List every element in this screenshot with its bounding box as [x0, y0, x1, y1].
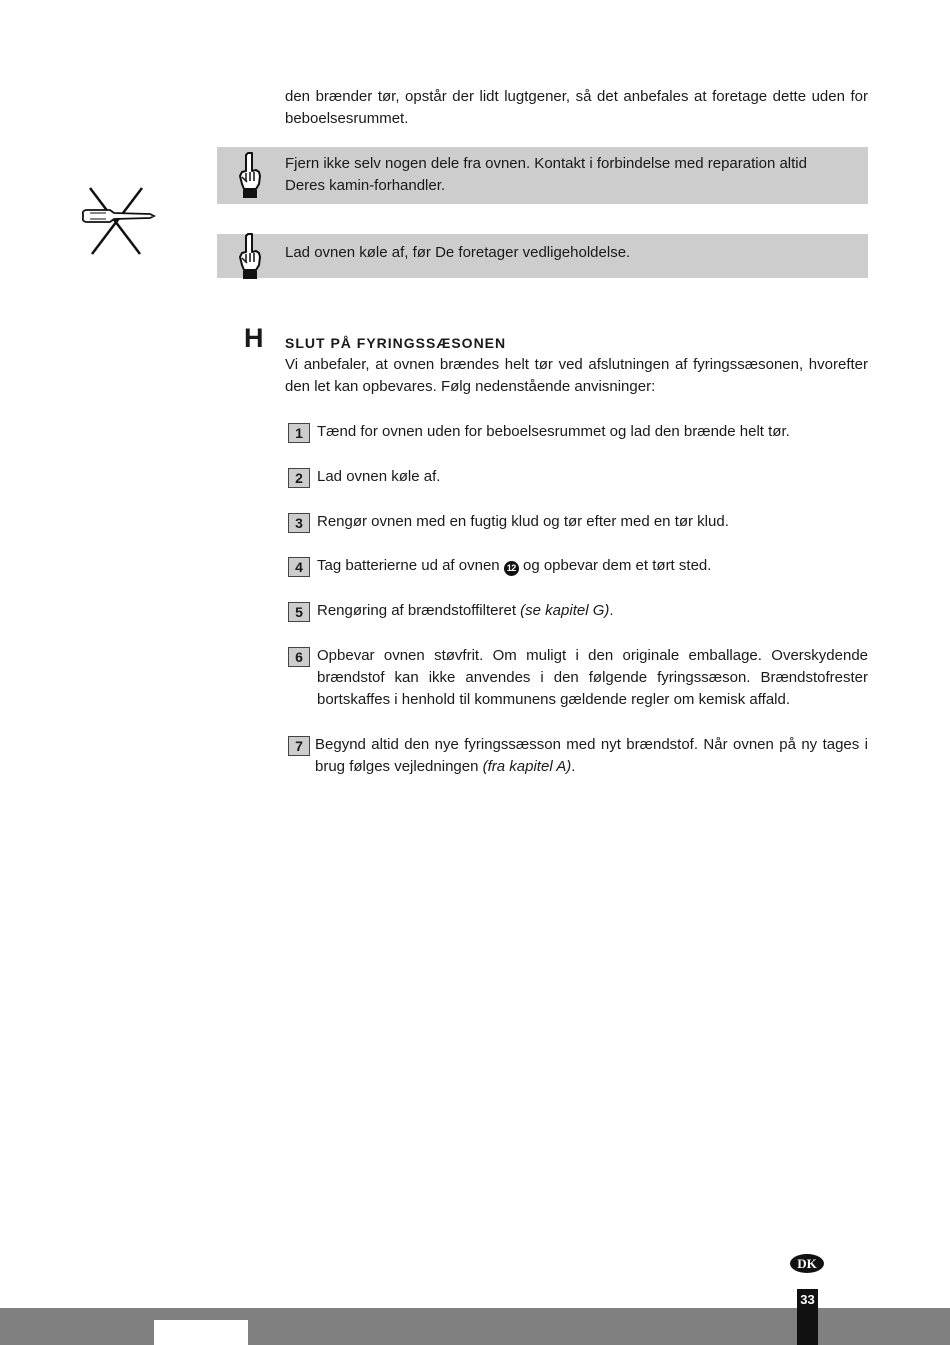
component-reference-badge: 12	[504, 561, 519, 576]
pointing-hand-icon	[235, 232, 265, 280]
page-number: 33	[797, 1289, 818, 1345]
step-text: Opbevar ovnen støvfrit. Om muligt i den originale emballage. Overskydende brændstof kan ikke anvendes i den følgende fyringssæson. Brændstofrester bortskaffes i henhold til kommunens gældende regler om kemisk affald.	[317, 647, 868, 708]
step-text: Rengør ovnen med en fugtig klud og tør efter med en tør klud.	[317, 513, 729, 530]
step-item	[288, 511, 868, 533]
chapter-reference: (fra kapitel A)	[482, 758, 572, 775]
note-text: Lad ovnen køle af, før De foretager vedligeholdelse.	[285, 244, 631, 261]
step-number: 2	[288, 468, 310, 488]
step-item	[288, 600, 868, 622]
step-text-suffix: .	[609, 602, 614, 619]
step-number: 5	[288, 602, 310, 622]
section-intro: Vi anbefaler, at ovnen brændes helt tør ved afslutningen af fyringssæsonen, hvorefter den let kan opbevares. Følg nedenstående anvisninger:	[285, 356, 868, 395]
step-number: 1	[288, 423, 310, 443]
step-text-before: Tag batterierne ud af ovnen	[317, 557, 500, 574]
note-box-repair	[217, 147, 868, 204]
step-text-after: og opbevar dem et tørt sted.	[522, 557, 712, 574]
step-number: 6	[288, 647, 310, 667]
step-number: 3	[288, 513, 310, 533]
crossed-screwdriver-icon	[80, 184, 156, 256]
language-badge: DK	[790, 1254, 824, 1273]
step-number: 4	[288, 557, 310, 577]
step-text	[317, 600, 868, 622]
step-text	[315, 734, 868, 778]
section-title: SLUT PÅ FYRINGSSÆSONEN	[285, 335, 507, 351]
step-item	[288, 645, 868, 711]
step-text: Tænd for ovnen uden for beboelsesrummet og lad den brænde helt tør.	[317, 423, 790, 440]
step-text: Lad ovnen køle af.	[317, 468, 441, 485]
chapter-reference: (se kapitel G)	[520, 602, 610, 619]
step-item	[288, 466, 868, 488]
section-letter: H	[244, 323, 264, 353]
note-text: Fjern ikke selv nogen dele fra ovnen. Kontakt i forbindelse med reparation altid Deres kamin-forhandler.	[285, 155, 807, 194]
step-text	[317, 555, 868, 577]
intro-paragraph: den brænder tør, opstår der lidt lugtgener, så det anbefales at foretage dette uden for beboelsesrummet.	[285, 88, 868, 127]
step-text-main: Begynd altid den nye fyringssæsson med nyt brændstof. Når ovnen på ny tages i brug følges vejledningen	[315, 736, 868, 775]
step-text-suffix: .	[571, 758, 576, 775]
note-box-cooling	[217, 234, 868, 278]
step-number: 7	[288, 736, 310, 756]
step-item	[288, 421, 868, 443]
footer-white-block	[154, 1320, 248, 1345]
step-text-main: Rengøring af brændstoffilteret	[317, 602, 516, 619]
step-item	[288, 555, 868, 577]
pointing-hand-icon	[235, 151, 265, 199]
step-item	[288, 734, 868, 778]
